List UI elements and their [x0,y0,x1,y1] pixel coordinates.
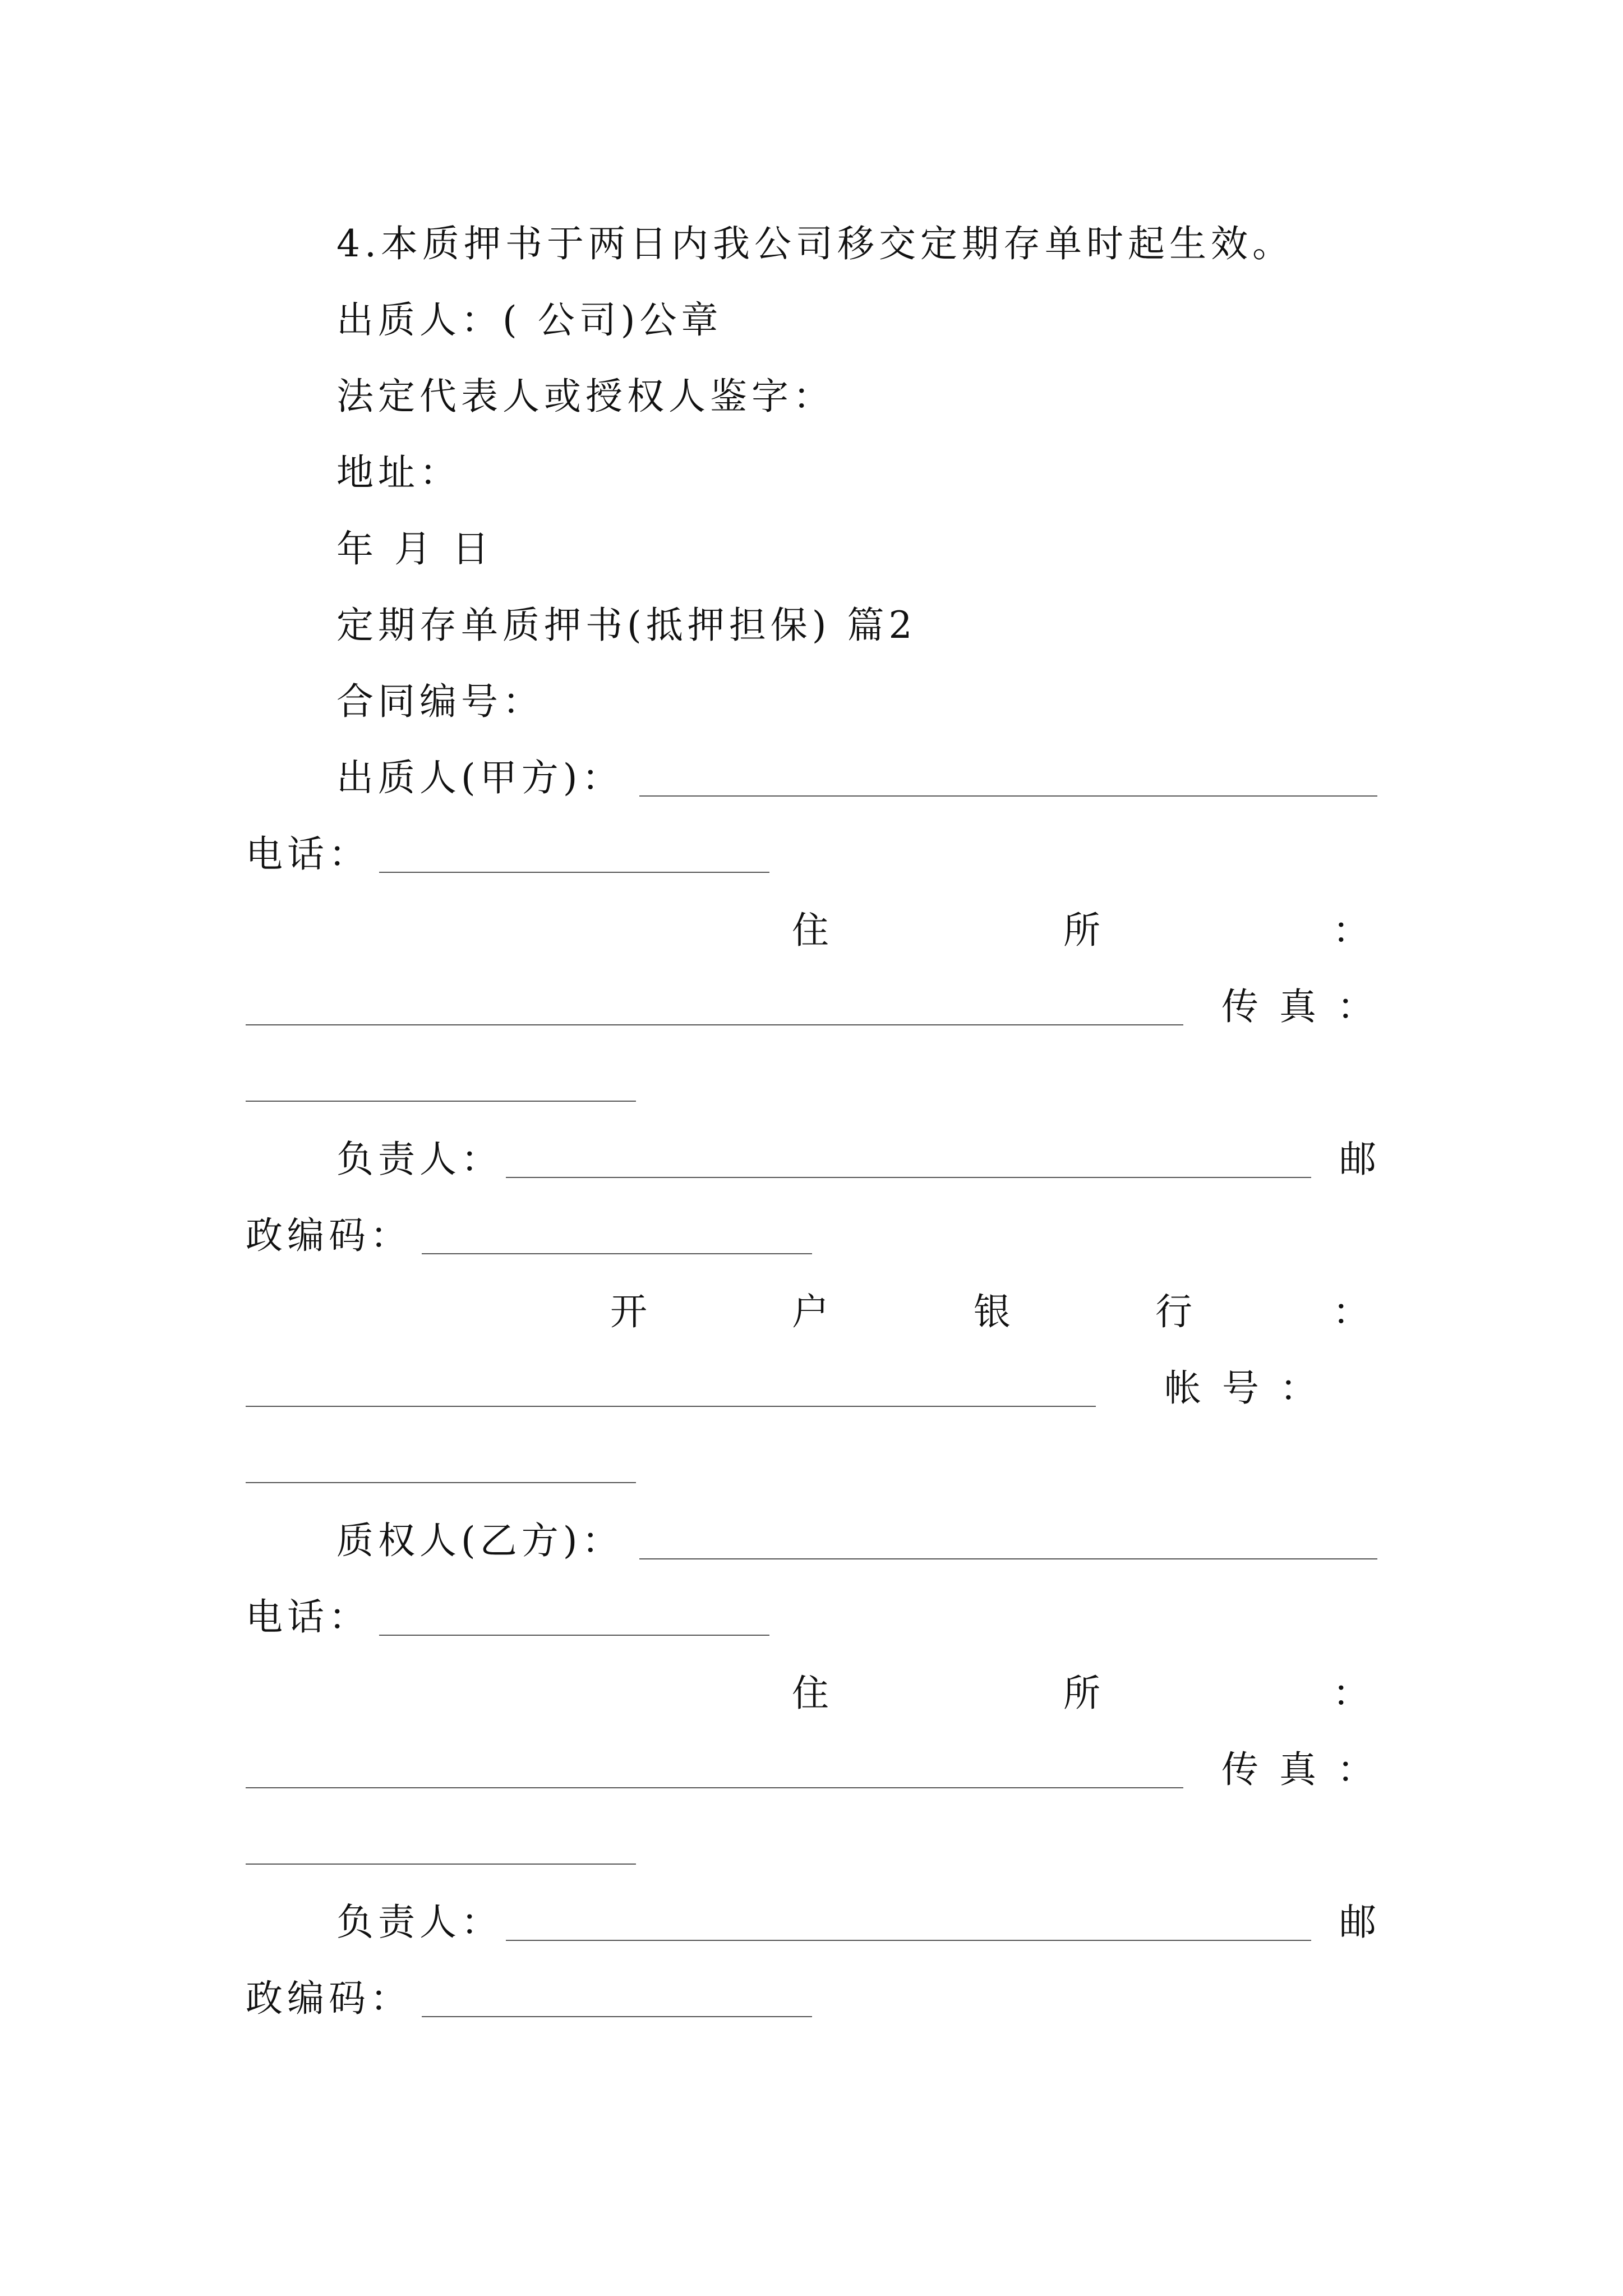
section-title: 定期存单质押书(抵押担保) 篇2 [336,604,917,647]
party-a-postcode-label-b: 政编码： [246,1214,412,1257]
address-line: 地址： [336,451,461,494]
party-b-addr-char-1: 住 [792,1672,829,1715]
party-a-bank-char-5: ： [1332,1290,1370,1333]
party-a-addr-char-2: 所 [1063,909,1100,952]
party-a-postcode-field[interactable] [422,1253,812,1254]
effective-clause: 4.本质押书于两日内我公司移交定期存单时起生效。 [336,222,1294,265]
party-b-label: 质权人(乙方)： [336,1519,624,1562]
pledgor-seal-line: 出质人：( 公司)公章 [336,298,723,342]
party-b-person-field[interactable] [506,1940,1311,1941]
party-a-phone-field[interactable] [379,872,769,873]
party-b-addr-char-3: ： [1332,1672,1370,1715]
party-a-bank-char-2: 户 [792,1290,829,1333]
party-a-fax-field[interactable] [246,1101,636,1102]
party-b-address-field[interactable] [246,1787,1183,1788]
party-b-name-field[interactable] [639,1558,1377,1559]
party-a-phone-label: 电话： [246,832,370,876]
party-b-phone-label: 电话： [246,1595,370,1639]
party-a-name-field[interactable] [639,795,1377,797]
party-a-bank-char-1: 开 [610,1290,647,1333]
party-a-fax-label: 传 真 ： [1221,985,1378,1028]
party-a-label: 出质人(甲方)： [336,756,624,799]
party-b-fax-field[interactable] [246,1864,636,1865]
party-a-addr-char-1: 住 [792,909,829,952]
party-a-account-label: 帐 号 ： [1164,1366,1321,1410]
party-b-person-label: 负责人： [336,1901,502,1944]
party-a-person-label: 负责人： [336,1138,502,1181]
signature-line: 法定代表人或授权人鉴字： [336,375,834,418]
party-b-phone-field[interactable] [379,1635,769,1636]
party-b-fax-label: 传 真 ： [1221,1748,1378,1791]
party-a-person-field[interactable] [506,1177,1311,1178]
party-a-addr-char-3: ： [1332,909,1370,952]
party-b-postcode-label-a: 邮 [1339,1901,1381,1944]
party-b-postcode-label-b: 政编码： [246,1977,412,2020]
contract-number-label: 合同编号： [336,680,544,723]
party-a-postcode-label-a: 邮 [1339,1138,1381,1181]
party-a-bank-char-3: 银 [974,1290,1011,1333]
party-b-addr-char-2: 所 [1063,1672,1100,1715]
party-a-bank-char-4: 行 [1155,1290,1192,1333]
party-a-bank-field[interactable] [246,1406,1096,1407]
party-a-address-field[interactable] [246,1024,1183,1025]
date-line: 年 月 日 [336,527,494,570]
party-a-account-field[interactable] [246,1482,636,1483]
party-b-postcode-field[interactable] [422,2016,812,2017]
